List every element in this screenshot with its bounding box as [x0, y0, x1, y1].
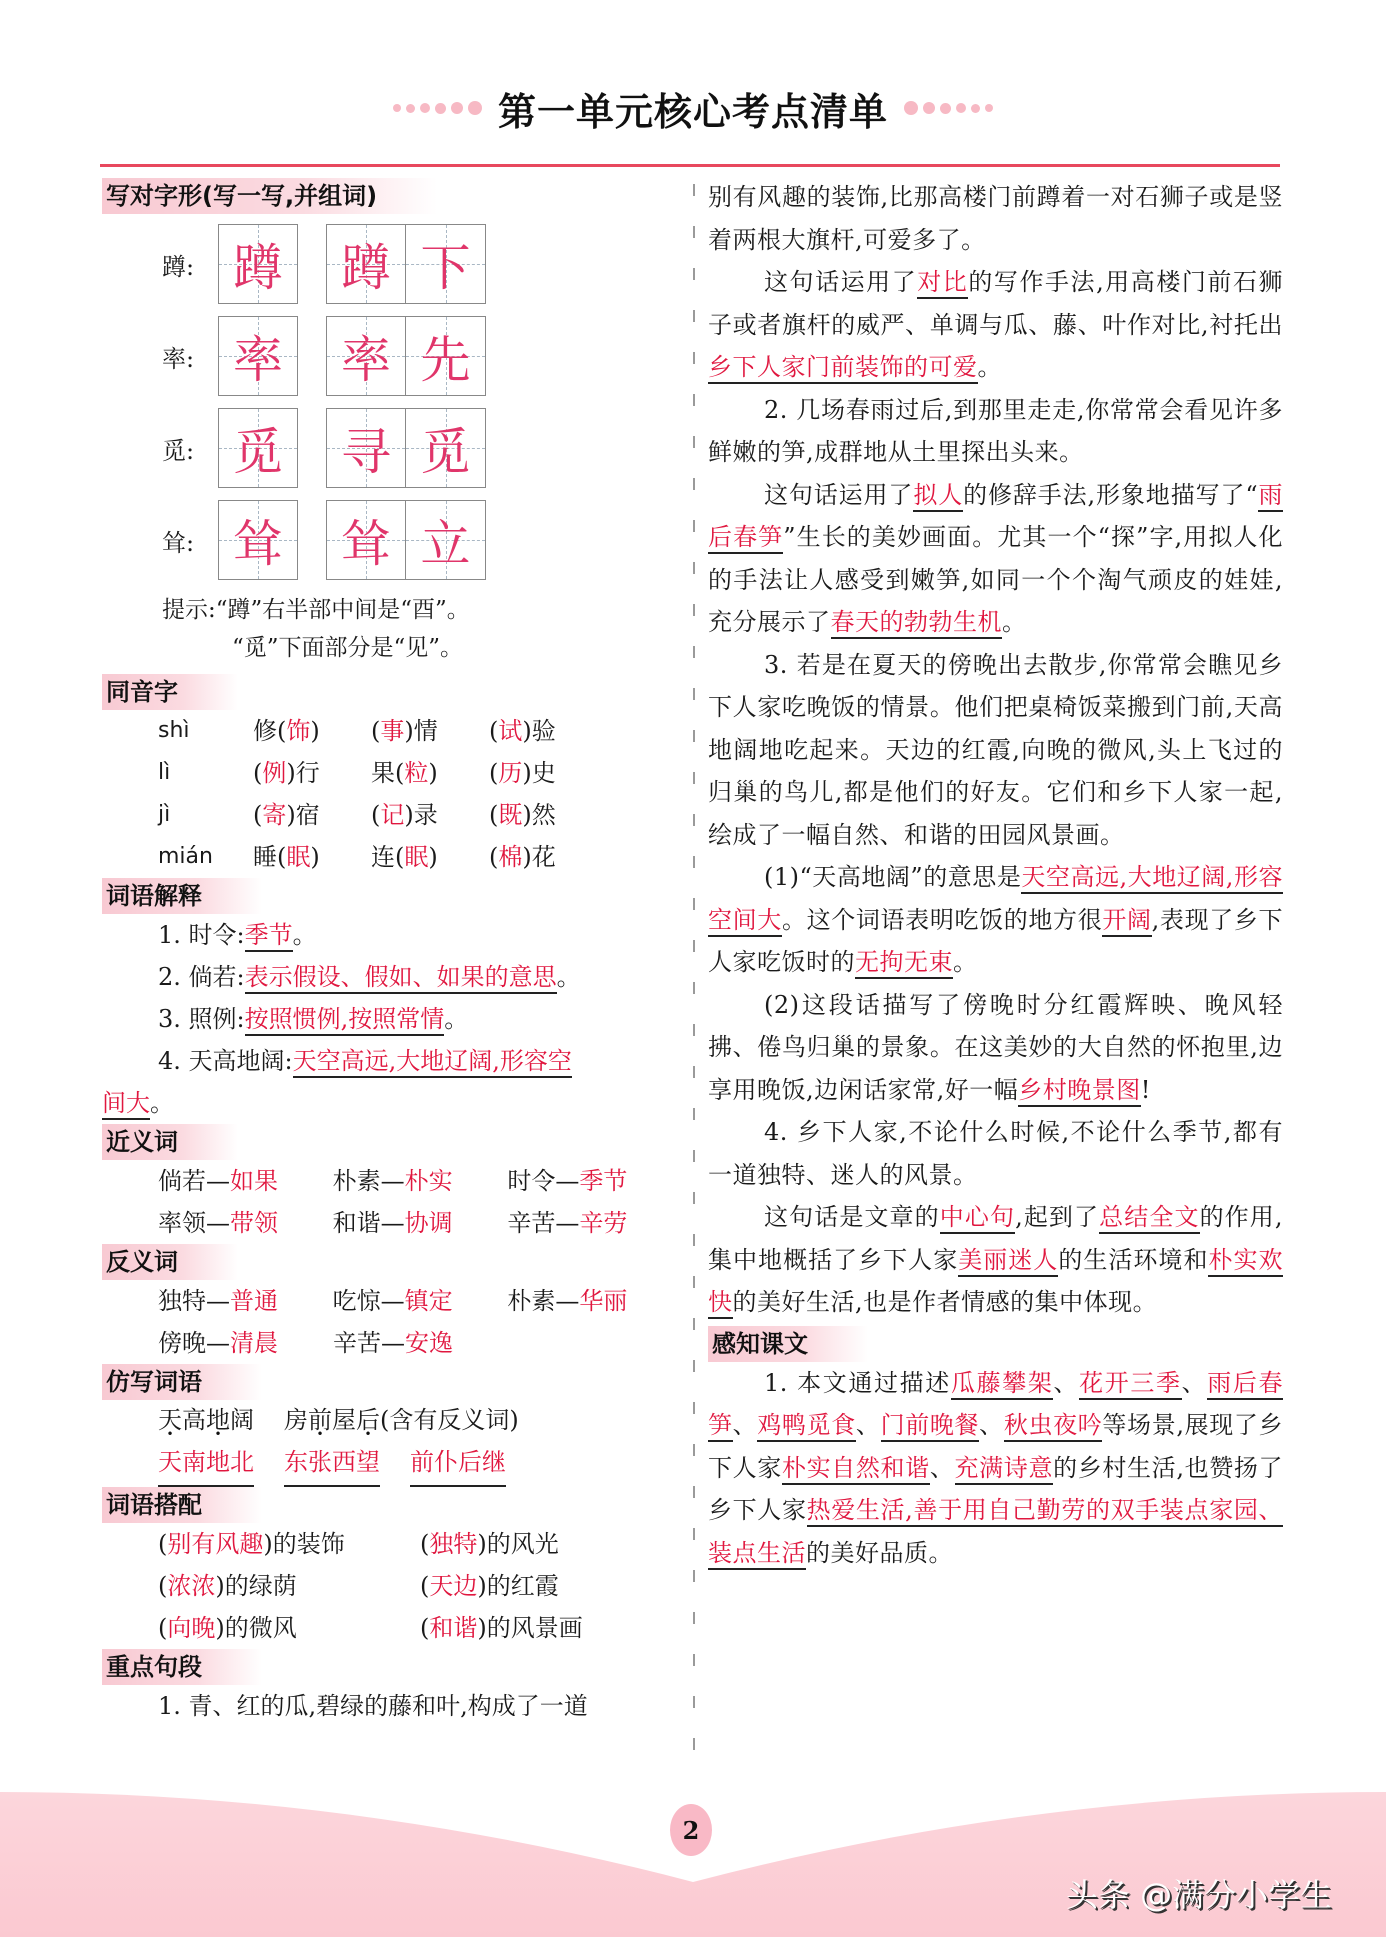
hint-text-2: “觅”下面部分是“见”。: [232, 635, 464, 661]
synonym-row: 倘若—如果 朴素—朴实 时令—季节: [158, 1167, 628, 1195]
right-column: [708, 176, 1283, 1574]
key-sentence-4: 4. 乡下人家,不论什么时候,不论什么季节,都有一道独特、迷人的风景。: [708, 1118, 1283, 1189]
page-title: 第一单元核心考点清单: [497, 88, 888, 134]
char-grid-row: [162, 316, 682, 396]
homophone-row: mián 睡(眠) 连(眠) (棉)花: [158, 843, 556, 871]
char-cell: 耸: [218, 500, 298, 580]
explanation-item-cont: 间大。: [102, 1082, 682, 1124]
char-label: 耸:: [162, 528, 195, 557]
section-heading-write-chars: 写对字形(写一写,并组词): [102, 178, 437, 214]
analysis-1: 这句话运用了对比的写作手法,用高楼门前石狮子或者旗杆的威严、单调与瓜、藤、叶作对比,衬托出乡下人家门前装饰的可爱。: [708, 261, 1283, 389]
section-heading-explanations: 词语解释: [102, 878, 262, 914]
explanation-item: 4. 天高地阔:天空高远,大地辽阔,形容空: [102, 1040, 682, 1082]
analysis-3-1: (1)“天高地阔”的意思是天空高远,大地辽阔,形容空间大。这个词语表明吃饭的地方很开阔,表现了乡下人家吃饭时的无拘无束。: [708, 856, 1283, 984]
collocation-list: [102, 1523, 682, 1649]
key-sentence-1-start: 1. 青、红的瓜,碧绿的藤和叶,构成了一道: [158, 1692, 588, 1720]
homophone-list: [102, 710, 682, 878]
key-sentence-1-cont: 别有风趣的装饰,比那高楼门前蹲着一对石狮子或是竖着两根大旗杆,可爱多了。: [708, 183, 1283, 254]
analysis-4: 这句话是文章的中心句,起到了总结全文的作用,集中地概括了乡下人家美丽迷人的生活环境和朴实欢快的美好生活,也是作者情感的集中体现。: [708, 1196, 1283, 1324]
char-label: 蹲:: [162, 252, 195, 281]
column-divider: [693, 184, 695, 1764]
explanation-item: 3. 照例:按照惯例,按照常情。: [102, 998, 682, 1040]
collocation-row: (向晚)的微风 (和谐)的风景画: [158, 1614, 583, 1642]
char-grid-row: [162, 224, 682, 304]
watermark: 头条 @满分小学生: [1066, 1876, 1333, 1914]
key-sentence-3: 3. 若是在夏天的傍晚出去散步,你常常会瞧见乡下人家吃晚饭的情景。他们把桌椅饭菜搬到门前,天高地阔地吃起来。天边的红霞,向晚的微风,头上飞过的归巢的鸟儿,都是他们的好友。它们和乡下人家一起,绘成了一幅自然、和谐的田园风景画。: [708, 650, 1283, 849]
decorative-dots-right: [904, 101, 993, 115]
char-grid-row: [162, 408, 682, 488]
char-grid-list: [162, 224, 682, 580]
imitation-answers: 天南地北 东张西望 前仆后继: [102, 1440, 682, 1487]
synonym-row: 率领—带领 和谐—协调 辛苦—辛劳: [158, 1209, 628, 1237]
homophone-row: shì 修(饰) (事)情 (试)验: [158, 717, 556, 745]
word-cells: 蹲 下: [326, 224, 486, 304]
section-heading-collocations: 词语搭配: [102, 1487, 262, 1523]
antonym-row: 独特—普通 吃惊—镇定 朴素—华丽: [158, 1287, 628, 1315]
char-cell: 觅: [218, 408, 298, 488]
perceive-text: 1. 本文通过描述瓜藤攀架、花开三季、雨后春笋、鸡鸭觅食、门前晚餐、秋虫夜吟等场景,展现了乡下人家朴实自然和谐、充满诗意的乡村生活,也赞扬了乡下人家热爱生活,善于用自己勤劳的双手装点家园、装点生活的美好品质。: [708, 1362, 1283, 1575]
word-cells: 率 先: [326, 316, 486, 396]
char-cell: 蹲: [218, 224, 298, 304]
page-header: [0, 78, 1386, 138]
synonym-list: [102, 1160, 682, 1244]
decorative-dots-left: [393, 101, 482, 115]
left-column: [102, 178, 682, 1727]
word-cells: 寻 觅: [326, 408, 486, 488]
section-heading-antonyms: 反义词: [102, 1244, 238, 1280]
section-heading-perceive: 感知课文: [708, 1326, 868, 1362]
section-heading-synonyms: 近义词: [102, 1124, 238, 1160]
homophone-row: jì (寄)宿 (记)录 (既)然: [158, 801, 556, 829]
antonym-list: [102, 1280, 682, 1364]
antonym-row: 傍晚—清晨 辛苦—安逸: [158, 1329, 453, 1357]
page-number: 2: [670, 1804, 712, 1856]
collocation-row: (浓浓)的绿荫 (天边)的红霞: [158, 1572, 559, 1600]
char-cell: 率: [218, 316, 298, 396]
char-label: 率:: [162, 344, 195, 373]
collocation-row: (别有风趣)的装饰 (独特)的风光: [158, 1530, 559, 1558]
char-grid-row: [162, 500, 682, 580]
analysis-2: 这句话运用了拟人的修辞手法,形象地描写了“雨后春笋”生长的美妙画面。尤其一个“探”字,用拟人化的手法让人感受到嫩笋,如同一个个淘气顽皮的娃娃,充分展示了春天的勃勃生机。: [708, 474, 1283, 644]
key-sentence-2: 2. 几场春雨过后,到那里走走,你常常会看见许多鲜嫩的笋,成群地从土里探出头来。: [708, 395, 1283, 466]
analysis-3-2: (2)这段话描写了傍晚时分红霞辉映、晚风轻拂、倦鸟归巢的景象。在这美妙的大自然的怀抱里,边享用晚饭,边闲话家常,好一幅乡村晚景图!: [708, 984, 1283, 1112]
header-rule: [100, 164, 1280, 167]
explanation-item: 1. 时令:季节。: [102, 914, 682, 956]
hint-text-1: 提示:“蹲”右半部中间是“酉”。: [162, 597, 470, 623]
section-heading-imitation: 仿写词语: [102, 1364, 262, 1400]
homophone-row: lì (例)行 果(粒) (历)史: [158, 759, 556, 787]
explanation-list: [102, 914, 682, 1124]
section-heading-key-sentences: 重点句段: [102, 1649, 262, 1685]
char-label: 觅:: [162, 436, 195, 465]
section-heading-homophones: 同音字: [102, 674, 238, 710]
explanation-item: 2. 倘若:表示假设、假如、如果的意思。: [102, 956, 682, 998]
word-cells: 耸 立: [326, 500, 486, 580]
imitation-examples: 天 • 高 地 • 阔 房 前 • 屋 后 • (含有反义词): [102, 1400, 682, 1440]
